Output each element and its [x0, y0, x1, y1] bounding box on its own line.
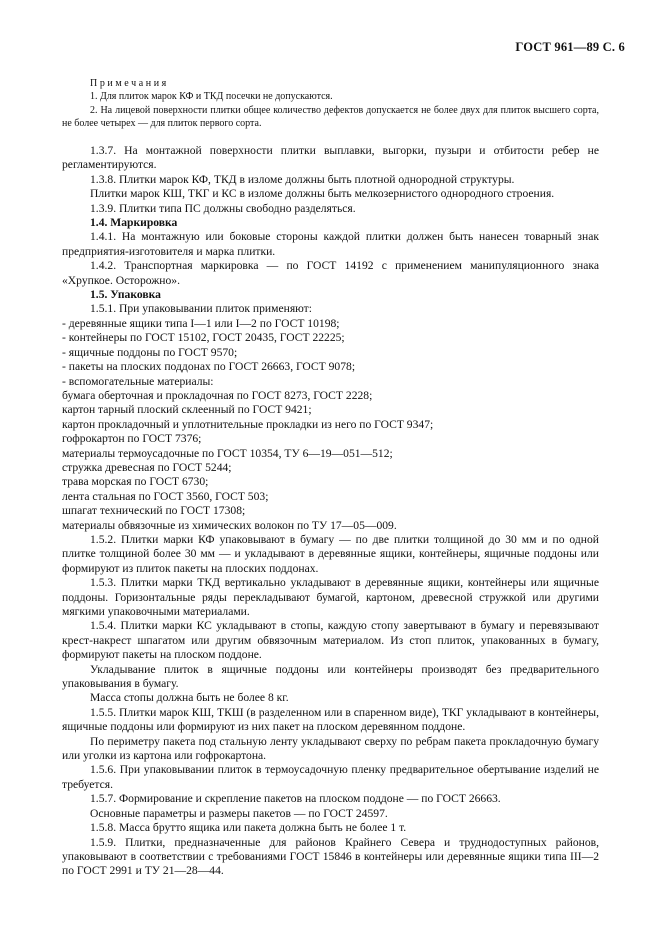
notes-block	[62, 77, 599, 130]
paragraph-1-5-9: 1.5.9. Плитки, предназначенные для районов Крайнего Севера и труднодоступных районов, упаковывают в соответствии с требованиями ГОСТ 15846 в контейнеры или деревянные ящики типа III—2 по ГОСТ 2991 и ТУ 21—28—44.	[62, 835, 599, 878]
material-item: картон прокладочный и уплотнительные прокладки из него по ГОСТ 9347;	[62, 417, 434, 431]
paragraph-1-3-8: 1.3.8. Плитки марок КФ, ТКД в изломе должны быть плотной однородной структуры.	[90, 172, 515, 186]
paragraph-1-5-8: 1.5.8. Масса брутто ящика или пакета должна быть не более 1 т.	[90, 821, 407, 835]
list-item: - ящичные поддоны по ГОСТ 9570;	[62, 345, 238, 359]
paragraph: Укладывание плиток в ящичные поддоны или контейнеры производят без предварительного упаковывания в бумагу.	[62, 662, 599, 691]
paragraph: По периметру пакета под стальную ленту укладывают сверху по ребрам пакета прокладочную бумагу или уголки из картона или гофрокартона.	[62, 734, 599, 763]
main-text	[62, 144, 599, 879]
paragraph-1-5-6: 1.5.6. При упаковывании плиток в термоусадочную пленку предварительное обертывание изделий не требуется.	[62, 763, 599, 791]
note-item: 2. На лицевой поверхности плитки общее количество дефектов допускается не более двух для плиток высшего сорта, не более четырех — для плиток первого сорта.	[62, 104, 599, 129]
paragraph: Основные параметры и размеры пакетов — по ГОСТ 24597.	[90, 806, 388, 820]
material-item: гофрокартон по ГОСТ 7376;	[62, 432, 202, 446]
paragraph: Масса стопы должна быть не более 8 кг.	[90, 691, 289, 705]
list-item: - пакеты на плоских поддонах по ГОСТ 26663, ГОСТ 9078;	[62, 360, 356, 374]
list-item: - вспомогательные материалы:	[62, 374, 214, 388]
material-item: бумага оберточная и прокладочная по ГОСТ 8273, ГОСТ 2228;	[62, 388, 373, 402]
paragraph: Плитки марок КШ, ТКГ и КС в изломе должны быть мелкозернистого однородного строения.	[90, 187, 555, 201]
material-item: материалы термоусадочные по ГОСТ 10354, ТУ 6—19—051—512;	[62, 446, 393, 460]
paragraph-1-5-3: 1.5.3. Плитки марки ТКД вертикально укладывают в деревянные ящики, контейнеры или ящичные поддоны. Горизонтальные ряды перекладывают бумагой, картоном, древесной стружкой или другими мягкими упаковочными материалами.	[62, 576, 599, 618]
paragraph-1-5-2: 1.5.2. Плитки марки КФ упаковывают в бумагу — по две плитки толщиной до 30 мм и по одной плитке толщиной более 30 мм — и укладывают в деревянные ящики, контейнеры, ящичные поддоны или формируют из плиток пакеты на плоских поддонах.	[62, 532, 599, 575]
section-heading-packing: 1.5. Упаковка	[90, 288, 161, 302]
paragraph-1-3-9: 1.3.9. Плитки типа ПС должны свободно разделяться.	[90, 201, 356, 215]
material-item: материалы обвязочные из химических волокон по ТУ 17—05—009.	[62, 518, 397, 532]
paragraph-1-5-5: 1.5.5. Плитки марок КШ, ТКШ (в разделенном или в спаренном виде), ТКГ укладывают в контейнеры, ящичные поддоны или формируют из них пакет на плоском деревянном поддоне.	[62, 705, 599, 734]
notes-title: Примечания	[90, 78, 169, 89]
paragraph-1-5-1: 1.5.1. При упаковывании плиток применяют:	[90, 302, 312, 316]
material-item: трава морская по ГОСТ 6730;	[62, 475, 209, 489]
paragraph-1-5-4: 1.5.4. Плитки марки КС укладывают в стопы, каждую стопу завертывают в бумагу и перевязывают крест-накрест шпагатом или другим обвязочным материалом. Из стоп плиток, упакованных в бумагу, формируют пакеты на плоском поддоне.	[62, 619, 599, 662]
note-item: 1. Для плиток марок КФ и ТКД посечки не допускаются.	[90, 91, 333, 103]
section-heading-marking: 1.4. Маркировка	[90, 216, 178, 230]
material-item: картон тарный плоский склеенный по ГОСТ 9421;	[62, 403, 312, 417]
list-item: - деревянные ящики типа I—1 или I—2 по ГОСТ 10198;	[62, 316, 340, 330]
page-header: ГОСТ 961—89 С. 6	[515, 40, 625, 54]
paragraph-1-4-1: 1.4.1. На монтажную или боковые стороны каждой плитки должен быть нанесен товарный знак предприятия-изготовителя и марка плитки.	[62, 230, 599, 258]
paragraph-1-3-7: 1.3.7. На монтажной поверхности плитки выплавки, выгорки, пузыри и отбитости ребер не регламентируются.	[62, 144, 599, 172]
material-item: лента стальная по ГОСТ 3560, ГОСТ 503;	[62, 489, 269, 503]
material-item: шпагат технический по ГОСТ 17308;	[62, 504, 246, 518]
list-item: - контейнеры по ГОСТ 15102, ГОСТ 20435, ГОСТ 22225;	[62, 331, 345, 345]
paragraph-1-4-2: 1.4.2. Транспортная маркировка — по ГОСТ 14192 с применением манипуляционного знака «Хрупкое. Осторожно».	[62, 259, 599, 287]
material-item: стружка древесная по ГОСТ 5244;	[62, 460, 232, 474]
paragraph-1-5-7: 1.5.7. Формирование и скрепление пакетов на плоском поддоне — по ГОСТ 26663.	[90, 792, 501, 806]
